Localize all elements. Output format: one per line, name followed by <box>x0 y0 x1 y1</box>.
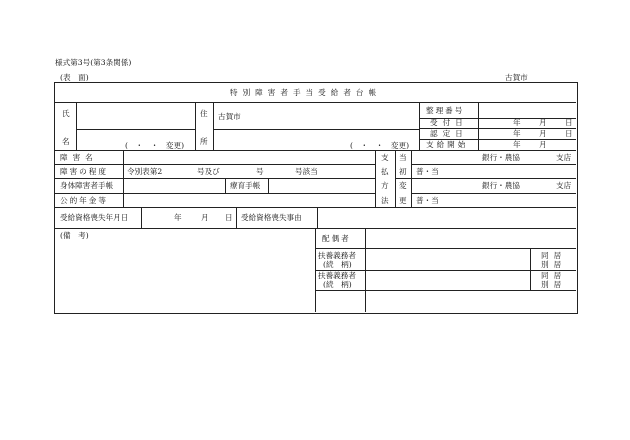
change-branch: 支店 <box>556 181 572 190</box>
uketsuke-year: 年 <box>513 118 521 127</box>
nintei-year: 年 <box>513 129 521 138</box>
loss-date-label: 受給資格喪失年月日 <box>60 213 129 222</box>
name-field[interactable] <box>77 130 194 141</box>
physical-handbook-label: 身体障害者手帳 <box>60 181 114 190</box>
remarks-label: (備 考) <box>60 231 89 240</box>
ledger-title: 特別障害者手当受給者台帳 <box>230 88 382 97</box>
dependent-2-separate: 別居 <box>541 280 567 289</box>
shogai-degree-value-3: 号 <box>256 167 264 176</box>
loss-day: 日 <box>225 213 233 222</box>
uketsuke-day: 日 <box>565 118 573 127</box>
payment-char-1: 支 <box>381 153 389 162</box>
dependent-2-relation: (続 柄) <box>323 280 352 289</box>
name-kana-field[interactable] <box>77 104 194 128</box>
dependent-2-same: 同居 <box>541 271 567 280</box>
ryoiku-handbook-label: 療育手帳 <box>230 181 261 190</box>
dependent-1-separate: 別居 <box>541 260 567 269</box>
change-bank: 銀行・農協 <box>482 181 520 190</box>
change-char-2: 更 <box>399 196 407 205</box>
dependent-1-relation: (続 柄) <box>323 260 352 269</box>
city-name: 古賀市 <box>505 73 528 82</box>
address-label-top: 住 <box>200 109 208 118</box>
payment-char-3: 方 <box>381 181 389 190</box>
form-number: 様式第3号(第3条関係) <box>55 58 132 67</box>
address-change-date: ( ・ ・ 変更) <box>350 141 410 150</box>
dependent-1-label: 扶養義務者 <box>318 251 356 260</box>
initial-bank: 銀行・農協 <box>482 153 520 162</box>
shogai-degree-value-1: 令別表第2 <box>127 167 163 176</box>
shogai-name-label: 障害名 <box>60 153 98 162</box>
name-label-top: 氏 <box>62 109 70 118</box>
initial-char-1: 当 <box>399 153 407 162</box>
dependent-2-label: 扶養義務者 <box>318 271 356 280</box>
payment-char-2: 払 <box>381 167 389 176</box>
shogai-degree-value-4: 号該当 <box>295 167 318 176</box>
initial-char-2: 初 <box>399 167 407 176</box>
uketsuke-date-label: 受付日 <box>430 118 468 127</box>
shikyu-start-label: 支給開始 <box>426 140 469 149</box>
name-change-date: ( ・ ・ 変更) <box>125 141 185 150</box>
address-value[interactable]: 古賀市 <box>218 112 241 121</box>
address-label-bottom: 所 <box>200 137 208 146</box>
nintei-date-label: 認定日 <box>430 129 468 138</box>
page-side-label: (表 面) <box>60 73 89 82</box>
change-char-1: 変 <box>399 181 407 190</box>
seiri-number-label: 整理番号 <box>426 106 465 115</box>
shogai-degree-label: 障害の程度 <box>60 167 108 176</box>
loss-year: 年 <box>174 213 182 222</box>
shikyu-year: 年 <box>513 140 521 149</box>
loss-month: 月 <box>201 213 209 222</box>
shikyu-month: 月 <box>539 140 547 149</box>
payment-char-4: 法 <box>381 196 389 205</box>
nintei-day: 日 <box>565 129 573 138</box>
pension-label: 公的年金等 <box>60 196 108 205</box>
spouse-label: 配偶者 <box>322 234 351 243</box>
name-label-bottom: 名 <box>62 137 70 146</box>
initial-account-type: 普・当 <box>416 167 439 176</box>
remarks-field[interactable] <box>56 242 314 310</box>
change-account-type: 普・当 <box>416 196 439 205</box>
shogai-degree-value-2: 号及び <box>197 167 220 176</box>
dependent-1-same: 同居 <box>541 251 567 260</box>
loss-reason-label: 受給資格喪失事由 <box>241 213 302 222</box>
nintei-month: 月 <box>539 129 547 138</box>
initial-branch: 支店 <box>556 153 572 162</box>
uketsuke-month: 月 <box>539 118 547 127</box>
